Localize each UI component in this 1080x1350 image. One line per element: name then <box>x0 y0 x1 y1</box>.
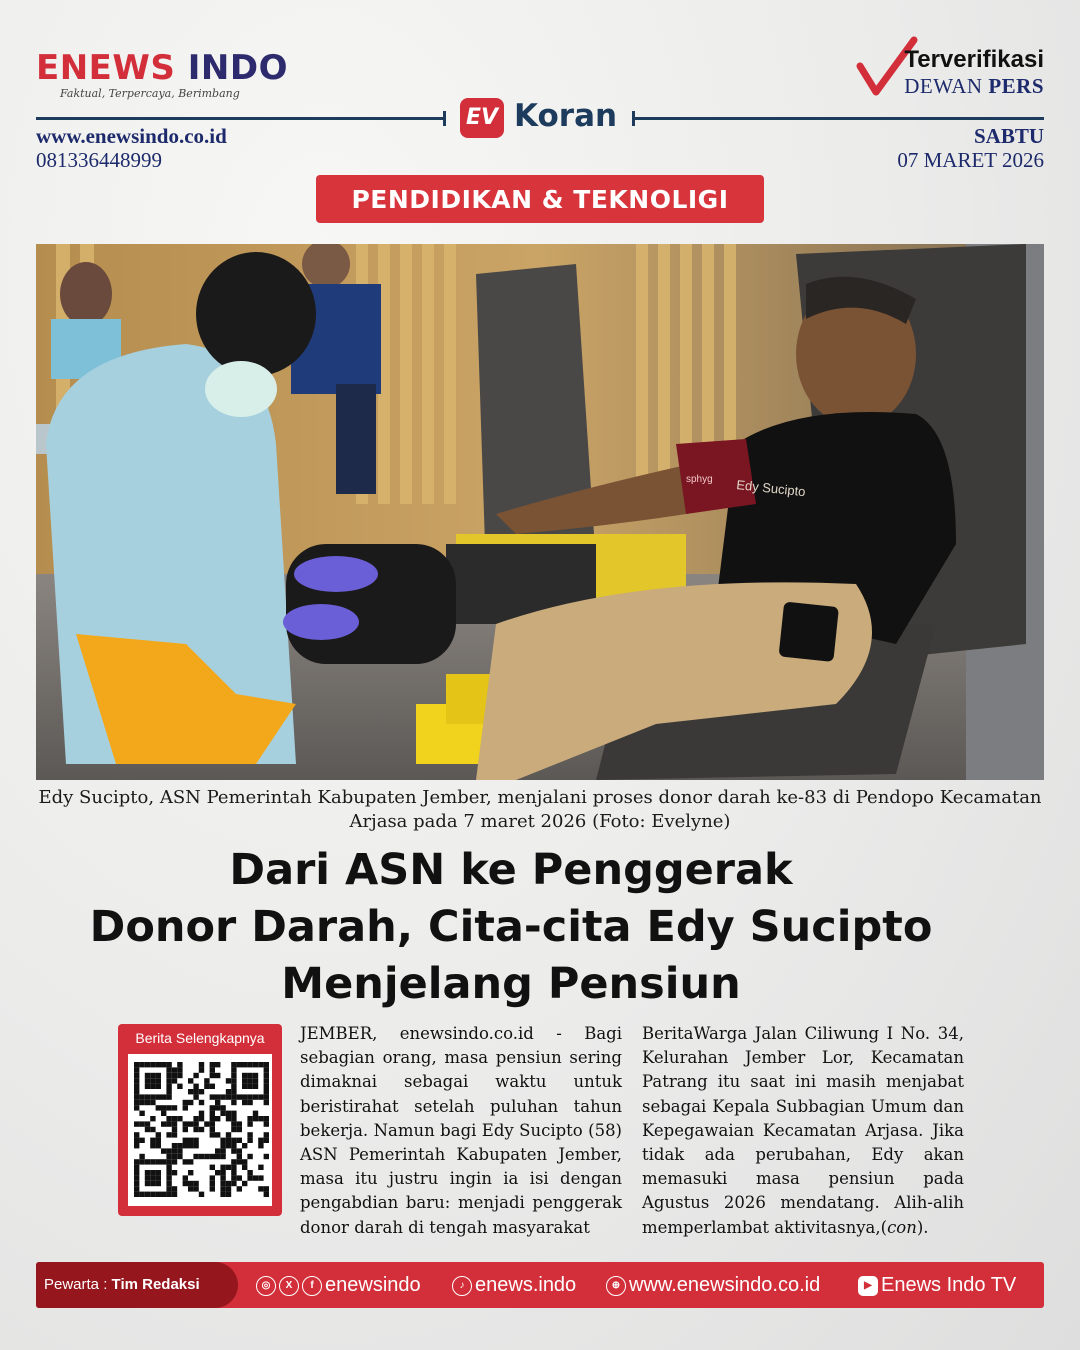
pewarta-label: Pewarta : <box>44 1276 108 1293</box>
dewan-text: DEWAN <box>904 74 983 98</box>
social-handle: enewsindo <box>325 1274 421 1296</box>
tiktok-icon: ♪ <box>452 1276 472 1296</box>
verified-text: Terverifikasi <box>904 46 1044 73</box>
headline-line-2: Donor Darah, Cita-cita Edy Sucipto <box>89 902 933 952</box>
youtube-channel: Enews Indo TV <box>881 1274 1017 1296</box>
headline <box>36 842 986 1013</box>
koran-label: Koran <box>514 98 618 134</box>
brand-tagline: Faktual, Terpercaya, Berimbang <box>60 87 240 100</box>
headline-line-3: Menjelang Pensiun <box>281 959 741 1009</box>
shirt-text: Edy Sucipto <box>735 477 807 500</box>
social-link-tiktok[interactable] <box>452 1262 576 1308</box>
qr-code-icon <box>128 1054 272 1206</box>
photo-caption: Edy Sucipto, ASN Pemerintah Kabupaten Jember, menjalani proses donor darah ke-83 di Pendopo Kecamatan Arjasa pada 7 maret 2026 (Foto: Evelyne) <box>38 787 1042 832</box>
social-link-enewsindo[interactable] <box>256 1262 421 1308</box>
verification-badge <box>904 46 1044 99</box>
brand-logo <box>36 48 288 88</box>
header-website[interactable]: www.enewsindo.co.id <box>36 124 227 148</box>
brand-name-part2: INDO <box>187 48 288 88</box>
author-initials: con <box>887 1217 917 1237</box>
cuff-text: sphyg <box>686 474 713 485</box>
header-rule-right <box>632 117 1044 120</box>
article-column-2-end: ). <box>916 1217 929 1237</box>
article-column-2 <box>642 1022 964 1240</box>
article-column-1: JEMBER, enewsindo.co.id - Bagi sebagian orang, masa pensiun sering dimaknai sebagai waktu untuk beristirahat setelah puluhan tahun bekerja. Namun bagi Edy Sucipto (58) ASN Pemerintah Kabupaten Jember, masa itu justru ingin ia isi dengan pengabdian baru: menjadi penggerak donor darah di tengah masyarakat <box>300 1024 622 1237</box>
pers-text: PERS <box>988 74 1044 98</box>
social-link-youtube[interactable] <box>858 1262 1016 1308</box>
article-column-2-text: BeritaWarga Jalan Ciliwung I No. 34, Kelurahan Jember Lor, Kecamatan Patrang itu saat ini masih menjabat sebagai Kepala Subbagian Umum dan Kepegawaian Kecamatan Arjasa. Jika tidak ada perubahan, Edy akan memasuki masa pensiun pada Agustus 2026 mendatang. Alih-alih memperlambat aktivitasnya,( <box>642 1024 964 1237</box>
header-rule-left <box>36 117 446 120</box>
headline-line-1: Dari ASN ke Penggerak <box>229 845 793 895</box>
issue-day: SABTU <box>973 124 1044 148</box>
globe-icon: ⊕ <box>606 1276 626 1296</box>
dewan-pers-text <box>904 74 1044 99</box>
footer-website-link[interactable] <box>606 1262 820 1308</box>
tiktok-handle: enews.indo <box>475 1274 577 1296</box>
issue-date: 07 MARET 2026 <box>897 148 1044 172</box>
pewarta-name: Tim Redaksi <box>111 1276 200 1293</box>
header-phone: 081336448999 <box>36 148 162 172</box>
section-label: PENDIDIKAN & TEKNOLIGI <box>316 175 764 223</box>
photo-illustration <box>36 244 1044 780</box>
youtube-icon: ▶ <box>858 1276 878 1296</box>
news-photo <box>36 244 1044 780</box>
qr-code[interactable] <box>128 1054 272 1206</box>
instagram-icon: ◎ <box>256 1276 276 1296</box>
pewarta-badge <box>36 1262 238 1308</box>
facebook-icon: f <box>302 1276 322 1296</box>
qr-title: Berita Selengkapnya <box>135 1030 265 1046</box>
brand-name-part1: ENEWS <box>36 48 176 88</box>
x-icon: X <box>279 1276 299 1296</box>
koran-logo-icon: EV <box>460 98 504 138</box>
footer-website: www.enewsindo.co.id <box>629 1274 821 1296</box>
